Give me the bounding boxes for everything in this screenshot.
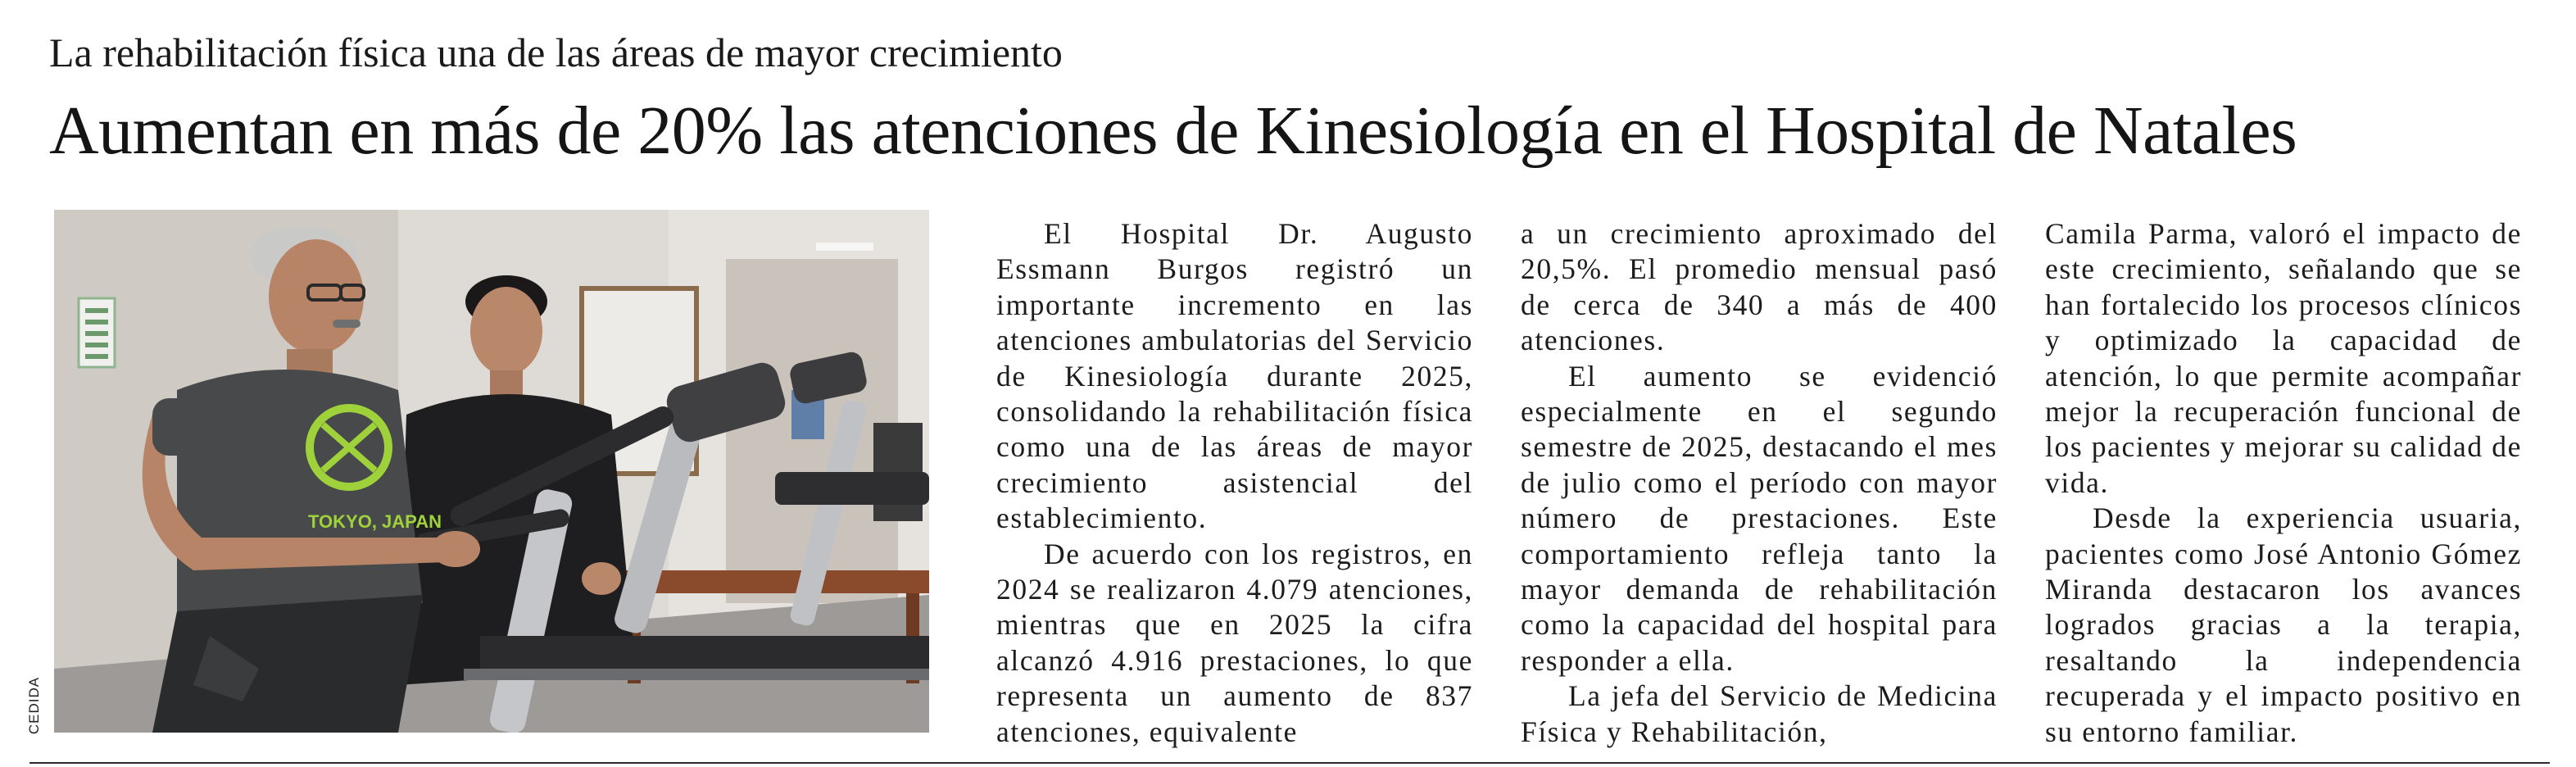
- photo-credit: CEDIDA: [26, 676, 42, 735]
- text-column-1: [996, 216, 1473, 750]
- paragraph: Camila Parma, valoró el impacto de este crecimiento, señalando que se han fortalecido los procesos clínicos y optimizado la capacidad de atención, lo que permite acompañar mejor la recuperación funcional de los pacientes y mejorar su calidad de vida.: [2045, 217, 2522, 499]
- text-column-2: [1521, 216, 1998, 750]
- paragraph: El Hospital Dr. Augusto Essmann Burgos registró un importante incremento en las atenciones ambulatorias del Servicio de Kinesiología durante 2025, consolidando la rehabilitación física como una de las áreas de mayor crecimiento asistencial del establecimiento.: [996, 217, 1473, 535]
- bottom-divider: [29, 762, 2550, 764]
- text-column-3: [2045, 216, 2522, 750]
- paragraph: a un crecimiento aproximado del 20,5%. El promedio mensual pasó de cerca de 340 a más de 400 atenciones.: [1521, 217, 1998, 357]
- paragraph: De acuerdo con los registros, en 2024 se realizaron 4.079 atenciones, mientras que en 2025 la cifra alcanzó 4.916 prestaciones, lo que representa un aumento de 837 atenciones, equivalente: [996, 537, 1473, 748]
- article-kicker: La rehabilitación física una de las áreas de mayor crecimiento: [49, 30, 1063, 75]
- paragraph: La jefa del Servicio de Medicina Física y Rehabilitación,: [1521, 679, 1998, 748]
- shirt-print-text: TOKYO, JAPAN: [308, 511, 442, 532]
- paragraph: Desde la experiencia usuaria, pacientes como José Antonio Gómez Miranda destacaron los avances logrados gracias a la terapia, resaltando la independencia recuperada y el impacto positivo en su entorno familiar.: [2045, 502, 2522, 748]
- wall-poster: [79, 298, 115, 367]
- article-headline: Aumentan en más de 20% las atenciones de Kinesiología en el Hospital de Natales: [49, 93, 2297, 169]
- article-photo: [54, 210, 929, 733]
- paragraph: El aumento se evidenció especialmente en el segundo semestre de 2025, destacando el mes de julio como el período con mayor número de prestaciones. Este comportamiento refleja tanto la mayor demanda de rehabilitación como la capacidad del hospital para responder a ella.: [1521, 359, 1998, 677]
